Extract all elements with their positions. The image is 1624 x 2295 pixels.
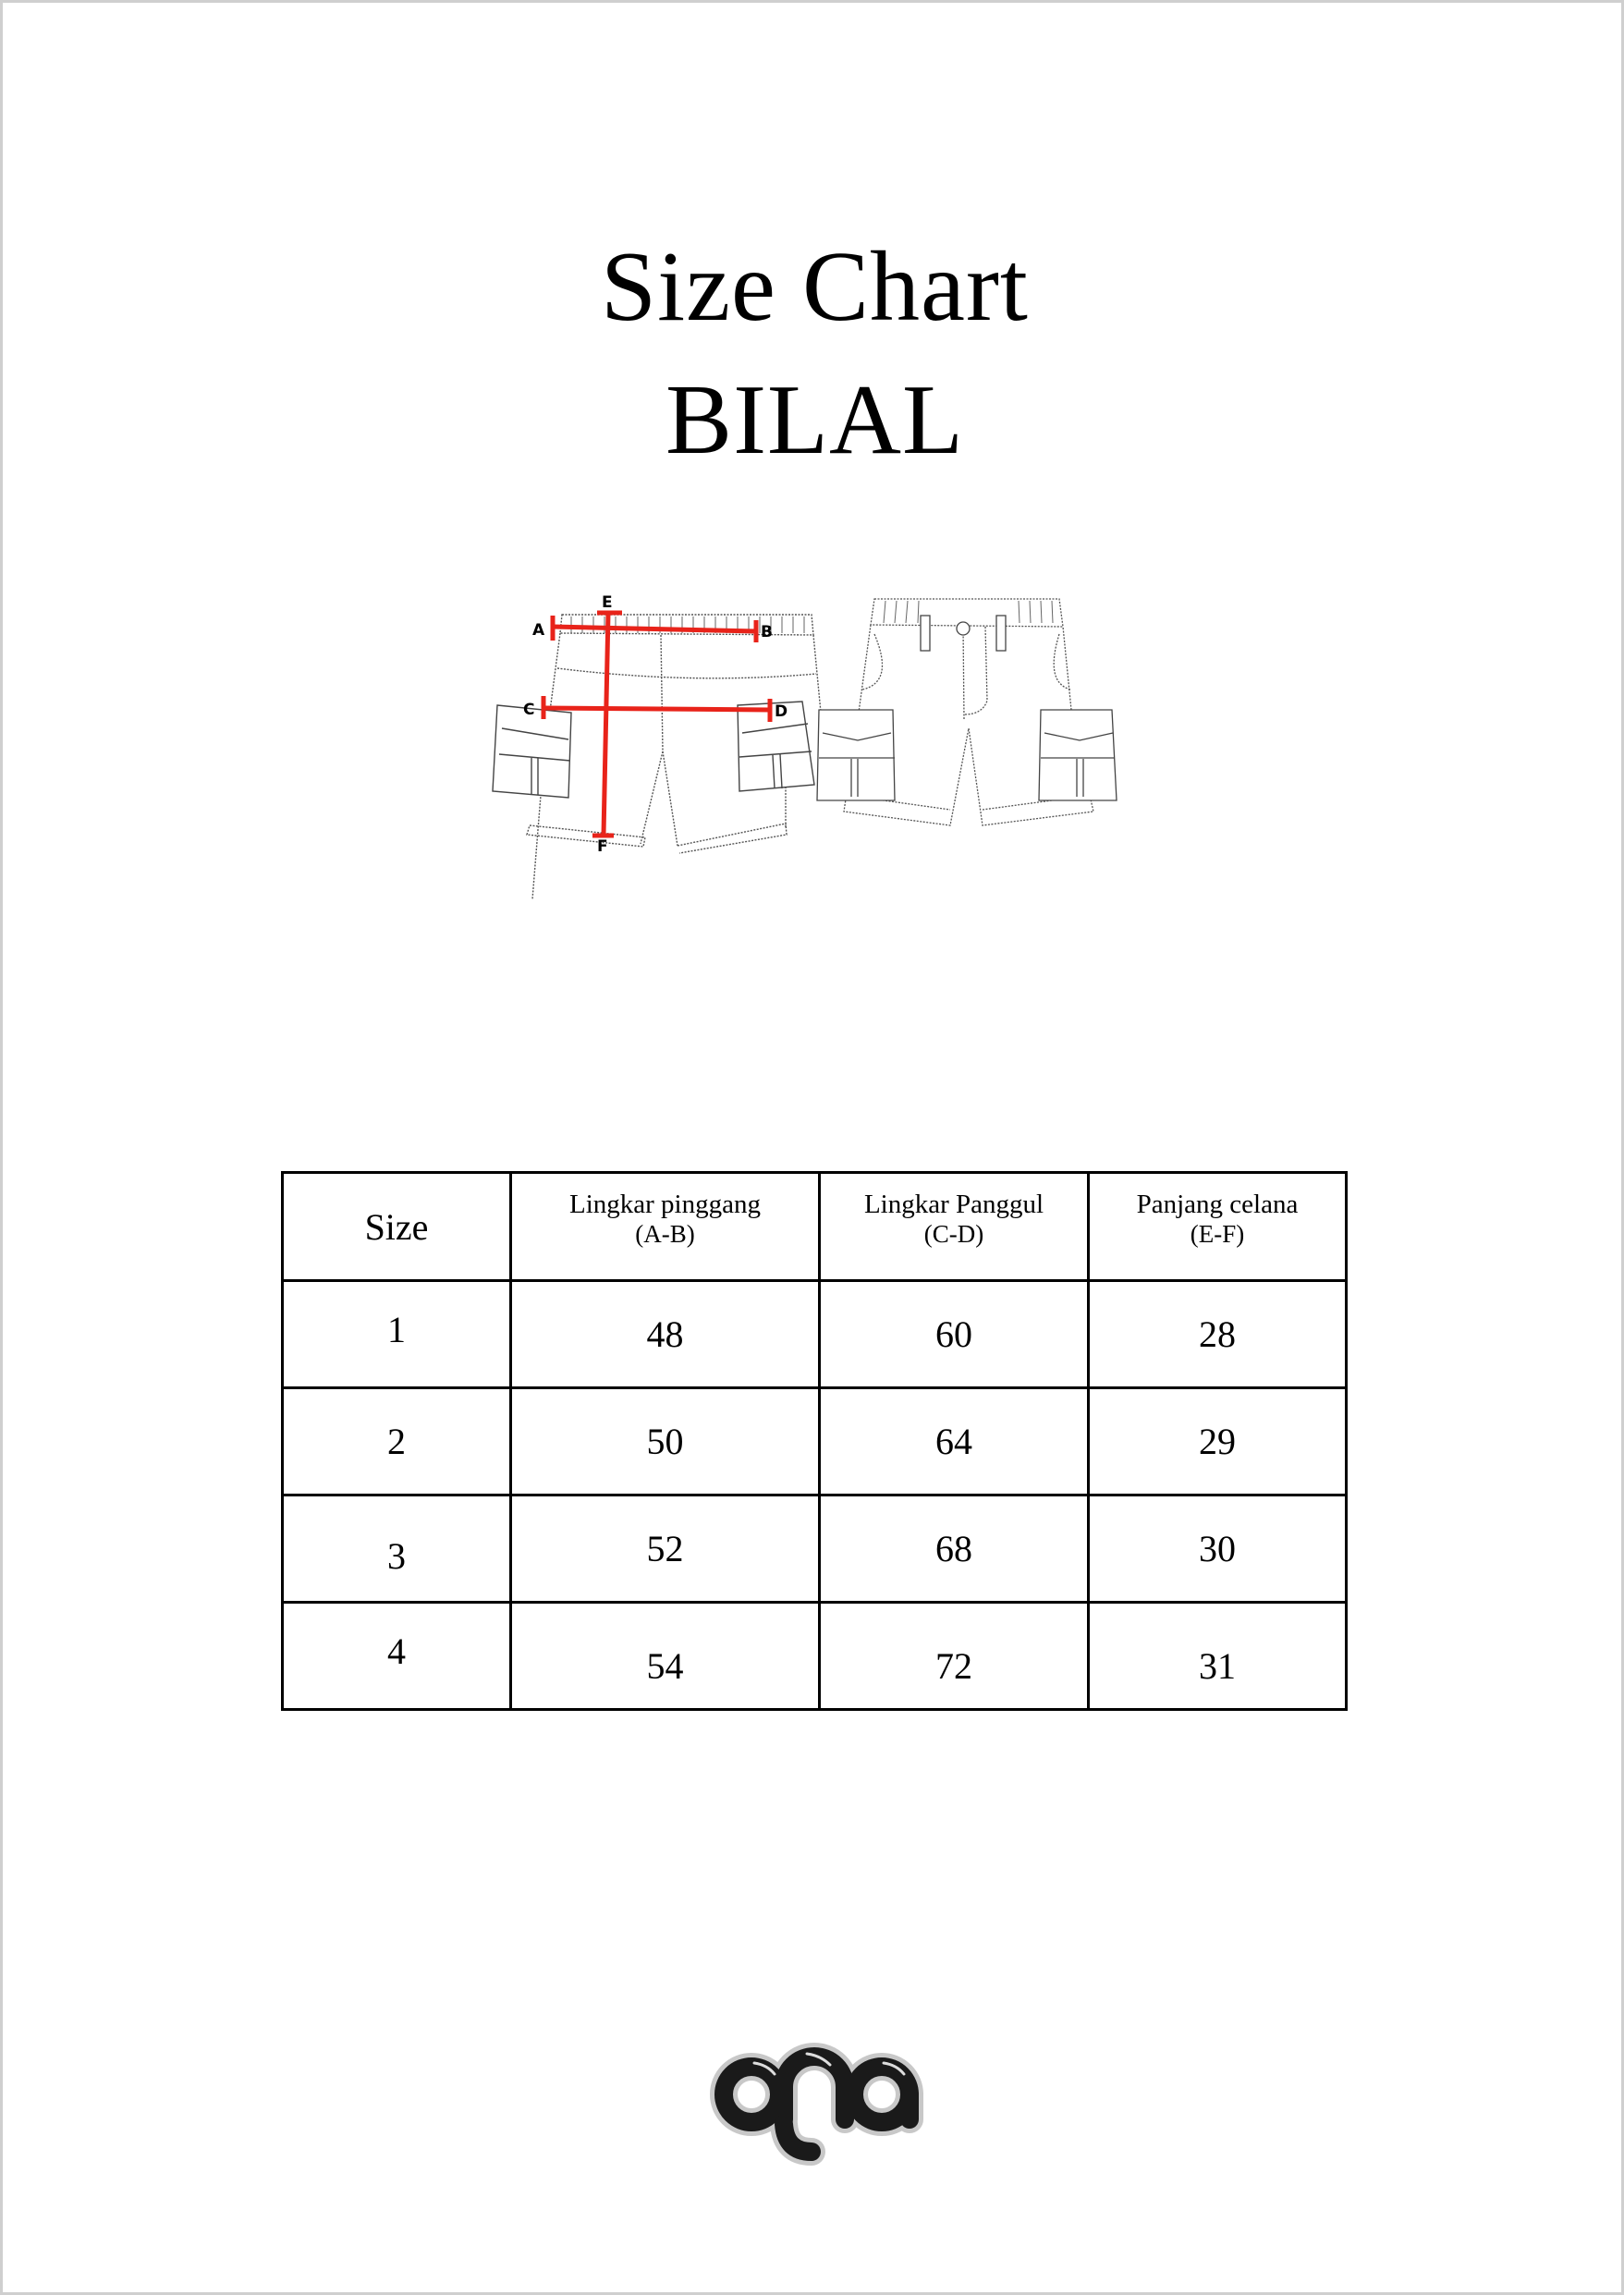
product-name: BILAL <box>665 365 964 475</box>
table-row <box>283 1495 1347 1603</box>
length-cell: 31 <box>1089 1603 1347 1710</box>
column-header-size: Size <box>283 1173 511 1281</box>
size-cell: 1 <box>283 1281 511 1388</box>
waist-cell: 54 <box>511 1603 820 1710</box>
column-header-waist: Lingkar pinggang (A-B) <box>511 1173 820 1281</box>
size-chart-table <box>281 1171 1348 1711</box>
size-cell: 3 <box>283 1495 511 1603</box>
table-header-row <box>283 1173 1347 1281</box>
hip-cell: 72 <box>820 1603 1089 1710</box>
label-d: D <box>775 702 788 721</box>
label-e: E <box>602 593 613 612</box>
size-cell: 2 <box>283 1388 511 1495</box>
length-cell: 29 <box>1089 1388 1347 1495</box>
waist-cell: 52 <box>511 1495 820 1603</box>
label-b: B <box>761 623 773 641</box>
label-c: C <box>523 701 535 719</box>
hip-cell: 68 <box>820 1495 1089 1603</box>
size-cell: 4 <box>283 1603 511 1710</box>
hip-cell: 60 <box>820 1281 1089 1388</box>
column-header-hip: Lingkar Panggul (C-D) <box>820 1173 1089 1281</box>
column-header-length: Panjang celana (E-F) <box>1089 1173 1347 1281</box>
label-f: F <box>597 837 608 856</box>
length-cell: 28 <box>1089 1281 1347 1388</box>
hip-cell: 64 <box>820 1388 1089 1495</box>
page-title: Size Chart <box>601 232 1029 342</box>
length-cell: 30 <box>1089 1495 1347 1603</box>
waist-cell: 50 <box>511 1388 820 1495</box>
table-row <box>283 1603 1347 1710</box>
waist-cell: 48 <box>511 1281 820 1388</box>
shorts-front-measurement-diagram <box>479 576 821 856</box>
table-row <box>283 1388 1347 1495</box>
brand-logo <box>701 2032 932 2170</box>
table-row <box>283 1281 1347 1388</box>
label-a: A <box>532 621 545 640</box>
shorts-plain-diagram <box>812 590 1117 830</box>
